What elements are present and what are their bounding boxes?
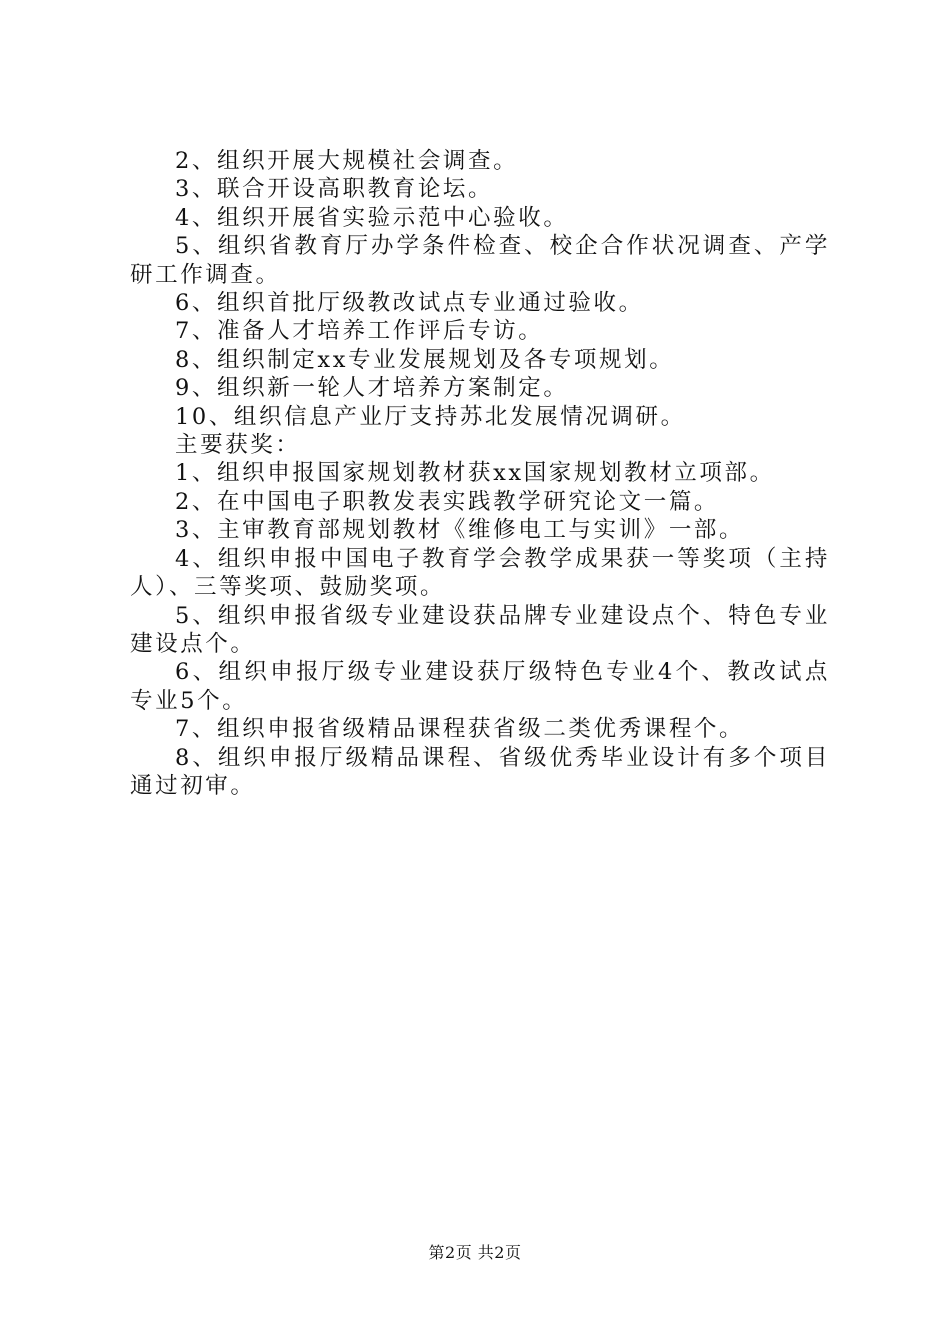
award-item-7: 7、组织申报省级精品课程获省级二类优秀课程个。 [175, 716, 745, 743]
paragraph-item-6: 6、组织首批厅级教改试点专业通过验收。 [175, 290, 644, 317]
paragraph-item-9: 9、组织新一轮人才培养方案制定。 [175, 375, 569, 402]
paragraph-item-5: 5、组织省教育厅办学条件检查、校企合作状况调查、产学研工作调查。 [130, 233, 830, 288]
section-heading-awards: 主要获奖： [175, 432, 301, 459]
award-item-4: 4、组织申报中国电子教育学会教学成果获一等奖项（主持人）、三等奖项、鼓励奖项。 [130, 545, 830, 601]
paragraph-item-4: 4、组织开展省实验示范中心验收。 [175, 204, 569, 231]
paragraph-item-10: 10、组织信息产业厅支持苏北发展情况调研。 [175, 403, 686, 430]
paragraph-item-3: 3、联合开设高职教育论坛。 [175, 176, 494, 203]
award-item-6: 6、组织申报厅级专业建设获厅级特色专业4个、教改试点专业5个。 [130, 659, 830, 714]
paragraph-item-2: 2、组织开展大规模社会调查。 [175, 148, 519, 174]
document-body [130, 147, 830, 800]
award-item-5: 5、组织申报省级专业建设获品牌专业建设点个、特色专业建设点个。 [130, 602, 830, 657]
page-footer: 第2页 共2页 [428, 1243, 522, 1262]
paragraph-item-7: 7、准备人才培养工作评后专访。 [175, 318, 544, 345]
award-item-3: 3、主审教育部规划教材《维修电工与实训》一部。 [175, 517, 745, 544]
paragraph-item-8: 8、组织制定xx专业发展规划及各专项规划。 [175, 346, 675, 373]
award-item-2: 2、在中国电子职教发表实践教学研究论文一篇。 [175, 488, 720, 515]
award-item-1: 1、组织申报国家规划教材获xx国家规划教材立项部。 [175, 460, 775, 487]
award-item-8: 8、组织申报厅级精品课程、省级优秀毕业设计有多个项目通过初审。 [130, 744, 830, 799]
